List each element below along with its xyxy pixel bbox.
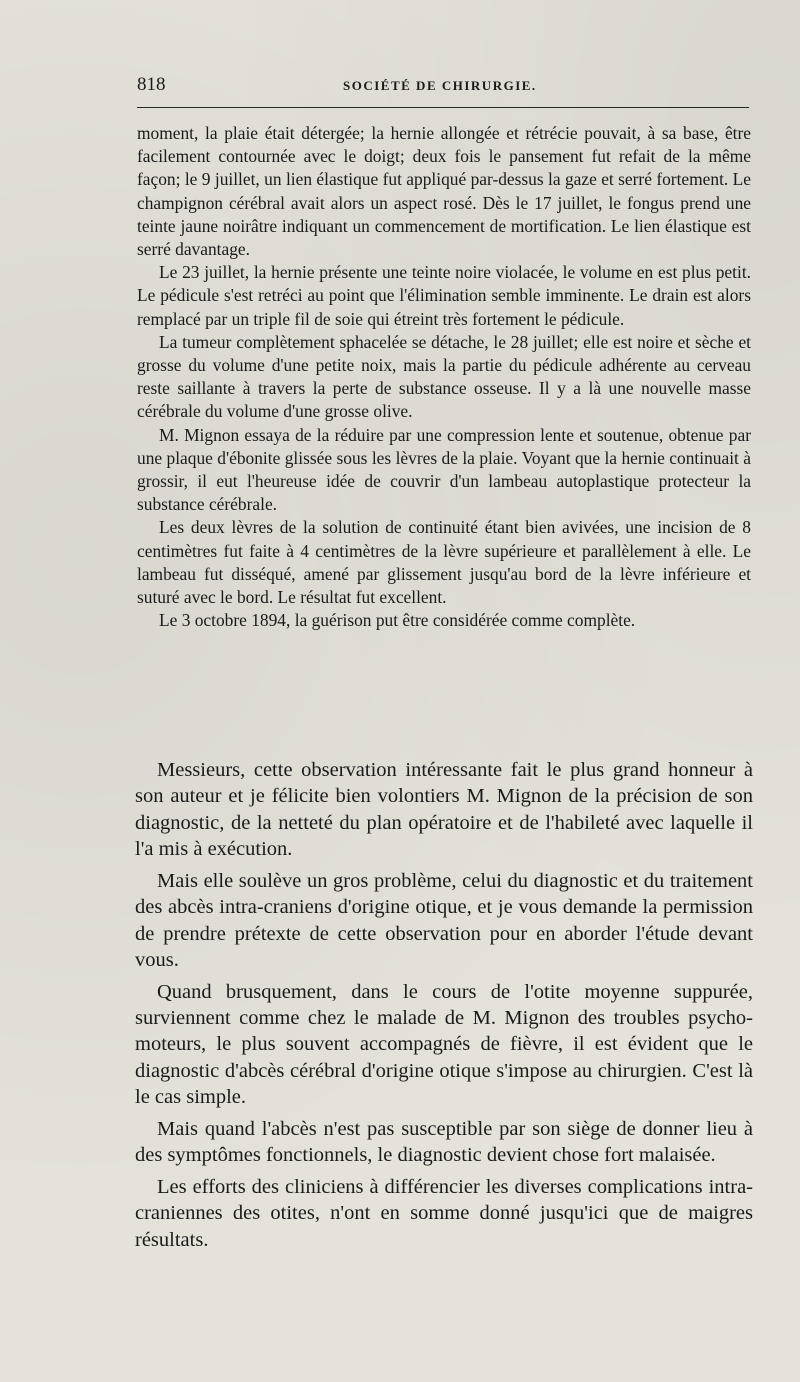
observation-paragraph: Les deux lèvres de la solution de continuité étant bien avivées, une incision de 8 centimètres fut faite à 4 centimètres de la lèvre supérieure et parallèlement à elle. Le lambeau fut disséqué, amené par glissement jusqu'au bord de la lèvre inférieure et suturé avec le bord. Le résultat fut excellent. xyxy=(137,517,751,608)
commentary-paragraph: Les efforts des cliniciens à différencier les diverses complications intra-craniennes des otites, n'ont en somme donné jusqu'ici que de maigres résultats. xyxy=(135,1175,753,1251)
observation-text xyxy=(137,122,751,632)
commentary-paragraph: Mais quand l'abcès n'est pas susceptible par son siège de donner lieu à des symptômes fonctionnels, le diagnostic devient chose fort malaisée. xyxy=(135,1117,753,1167)
commentary-paragraph: Messieurs, cette observation intéressante fait le plus grand honneur à son auteur et je félicite bien volontiers M. Mignon de la précision de son diagnostic, de la netteté du plan opératoire et de l'habileté avec laquelle il l'a mis à exécution. xyxy=(135,759,753,861)
observation-paragraph: moment, la plaie était détergée; la hernie allongée et rétrécie pouvait, à sa base, être facilement contournée avec le doigt; deux fois le pansement fut refait de la même façon; le 9 juillet, un lien élastique fut appliqué par-dessus la gaze et serré fortement. Le champignon cérébral avait alors un aspect rosé. Dès le 17 juillet, le fongus prend une teinte jaune noirâtre indiquant un commencement de mortification. Le lien élastique est serré davantage. xyxy=(137,123,751,260)
page-number: 818 xyxy=(137,74,166,95)
observation-paragraph: La tumeur complètement sphacelée se détache, le 28 juillet; elle est noire et sèche et grosse du volume d'une petite noix, mais la partie du pédicule adhérente au cerveau reste saillante à travers la perte de substance osseuse. Il y a là une nouvelle masse cérébrale du volume d'une grosse olive. xyxy=(137,331,751,422)
commentary-paragraph: Mais elle soulève un gros problème, celui du diagnostic et du traitement des abcès intra-craniens d'origine otique, et je vous demande la permission de prendre prétexte de cette observation pour en aborder l'étude devant vous. xyxy=(135,869,753,972)
commentary-text xyxy=(135,757,753,1258)
observation-paragraph: M. Mignon essaya de la réduire par une compression lente et soutenue, obtenue par une plaque d'ébonite glissée sous les lèvres de la plaie. Voyant que la hernie continuait à grossir, il eut l'heureuse idée de couvrir d'un lambeau autoplastique protecteur la substance cérébrale. xyxy=(137,424,751,515)
page-header xyxy=(137,74,749,98)
observation-paragraph: Le 23 juillet, la hernie présente une teinte noire violacée, le volume en est plus petit. Le pédicule s'est retréci au point que l'élimination semble imminente. Le drain est alors remplacé par un triple fil de soie qui étreint très fortement le pédicule. xyxy=(137,262,751,329)
commentary-paragraph: Quand brusquement, dans le cours de l'otite moyenne suppurée, surviennent comme chez le malade de M. Mignon des troubles psycho-moteurs, le plus souvent accompagnés de fièvre, il est évident que le diagnostic d'abcès cérébral d'origine otique s'impose au chirurgien. C'est là le cas simple. xyxy=(135,980,753,1109)
observation-paragraph: Le 3 octobre 1894, la guérison put être considérée comme complète. xyxy=(159,610,636,631)
running-title: SOCIÉTÉ DE CHIRURGIE. xyxy=(343,78,537,93)
header-rule xyxy=(137,107,749,108)
